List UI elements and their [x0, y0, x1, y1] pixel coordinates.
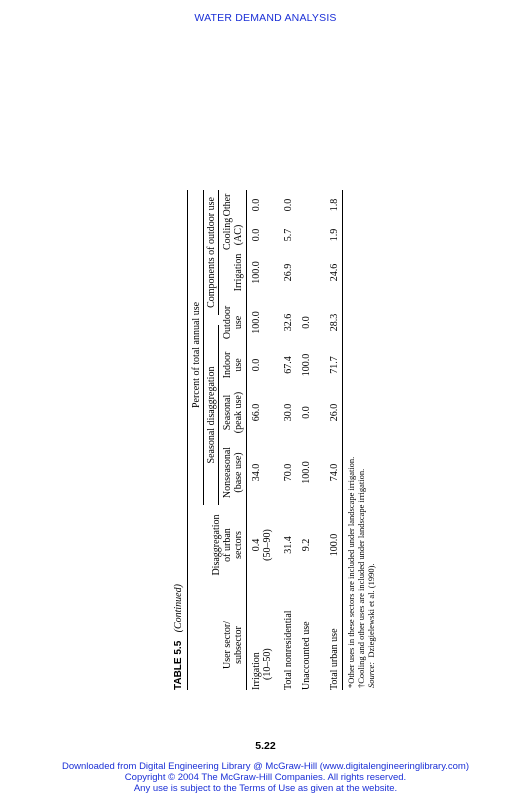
footer-terms-line: Any use is subject to the Terms of Use as given at the website.: [133, 783, 398, 794]
col-header-other: Other: [222, 193, 233, 217]
cell-cooling: 5.7: [283, 228, 294, 242]
table-row-unaccounted: Unaccounted use: [301, 621, 312, 690]
top-rule: [187, 190, 188, 690]
cell-disagg: 100.0: [329, 533, 340, 557]
cell-irrigation: 100.0: [251, 261, 262, 284]
cell-irrigation: 26.9: [283, 263, 294, 282]
col-header-outdoor: Outdoor use: [222, 305, 244, 340]
cell-disagg: 31.4: [283, 536, 294, 554]
footer-copyright-line: Copyright © 2004 The McGraw-Hill Companies. All rights reserved.: [124, 772, 407, 783]
table-continued: (Continued): [173, 584, 184, 633]
spanner-outdoor: Components of outdoor use: [206, 197, 217, 308]
cell-cooling: 1.9: [329, 228, 340, 242]
page-number: 5.22: [255, 740, 276, 752]
cell-irrigation: 24.6: [329, 263, 340, 282]
cell-nonseasonal: 34.0: [251, 463, 262, 482]
col-header-nonseasonal: Nonseasonal (base use): [222, 446, 244, 499]
col-header-seasonal: Seasonal (peak use): [222, 391, 244, 434]
cell-nonseasonal: 70.0: [283, 463, 294, 482]
cell-disagg: 0.4 (50–90): [251, 529, 273, 561]
col-header-cooling: Cooling (AC): [222, 217, 244, 250]
cell-outdoor: 100.0: [251, 311, 262, 334]
source-note: Source: Dziegielewski et al. (1990).: [366, 563, 376, 688]
spanner-percent-total: Percent of total annual use: [191, 301, 202, 409]
table-row-total-urban: Total urban use: [329, 628, 340, 690]
running-header: WATER DEMAND ANALYSIS: [194, 12, 337, 24]
cell-outdoor: 0.0: [301, 316, 312, 329]
cell-outdoor: 32.6: [283, 313, 294, 332]
col-header-irrigation: Irrigation: [233, 253, 244, 292]
cell-outdoor: 28.3: [329, 313, 340, 332]
spanner-outdoor-rule: [218, 190, 219, 315]
col-header-sector: User sector/ subsector: [222, 620, 244, 670]
table-notes: [346, 457, 376, 688]
cell-other: 0.0: [251, 198, 262, 212]
header-rule: [246, 190, 247, 690]
spanner-percent-rule: [203, 190, 204, 505]
table-row-irrigation: Irrigation (10–50): [251, 648, 273, 690]
cell-other: 1.8: [329, 198, 340, 212]
cell-seasonal: 66.0: [251, 403, 262, 422]
col-header-indoor: Indoor use: [222, 351, 244, 379]
cell-indoor: 67.4: [283, 356, 294, 374]
cell-indoor: 100.0: [301, 353, 312, 377]
cell-indoor: 71.7: [329, 356, 340, 374]
cell-seasonal: 26.0: [329, 403, 340, 422]
footnote-other: *Other uses in these sectors are included under landscape irrigation.: [346, 456, 356, 688]
col-header-disaggregation: Disaggregation of urban sectors: [211, 514, 244, 576]
cell-other: 0.0: [283, 198, 294, 212]
footnote-cooling: †Cooling and other uses are included under landscape irrigation.: [356, 468, 366, 688]
rotated-table: [173, 90, 376, 690]
table-number: TABLE 5.5: [173, 640, 184, 690]
cell-seasonal: 0.0: [301, 406, 312, 419]
bottom-rule: [342, 190, 343, 690]
cell-nonseasonal: 100.0: [301, 461, 312, 484]
table-row-total-nonresidential: Total nonresidential: [283, 610, 294, 690]
footer-download-line: Downloaded from Digital Engineering Library @ McGraw-Hill (www.digitalengineeringlibrary.com): [61, 761, 470, 772]
cell-seasonal: 30.0: [283, 403, 294, 422]
cell-cooling: 0.0: [251, 228, 262, 242]
cell-disagg: 9.2: [301, 538, 312, 552]
spanner-seasonal: Seasonal disaggregation: [206, 366, 217, 464]
table-title: [173, 584, 184, 690]
spanner-seasonal-rule: [218, 325, 219, 505]
footer: [0, 761, 531, 794]
cell-nonseasonal: 74.0: [329, 463, 340, 482]
cell-indoor: 0.0: [251, 358, 262, 372]
